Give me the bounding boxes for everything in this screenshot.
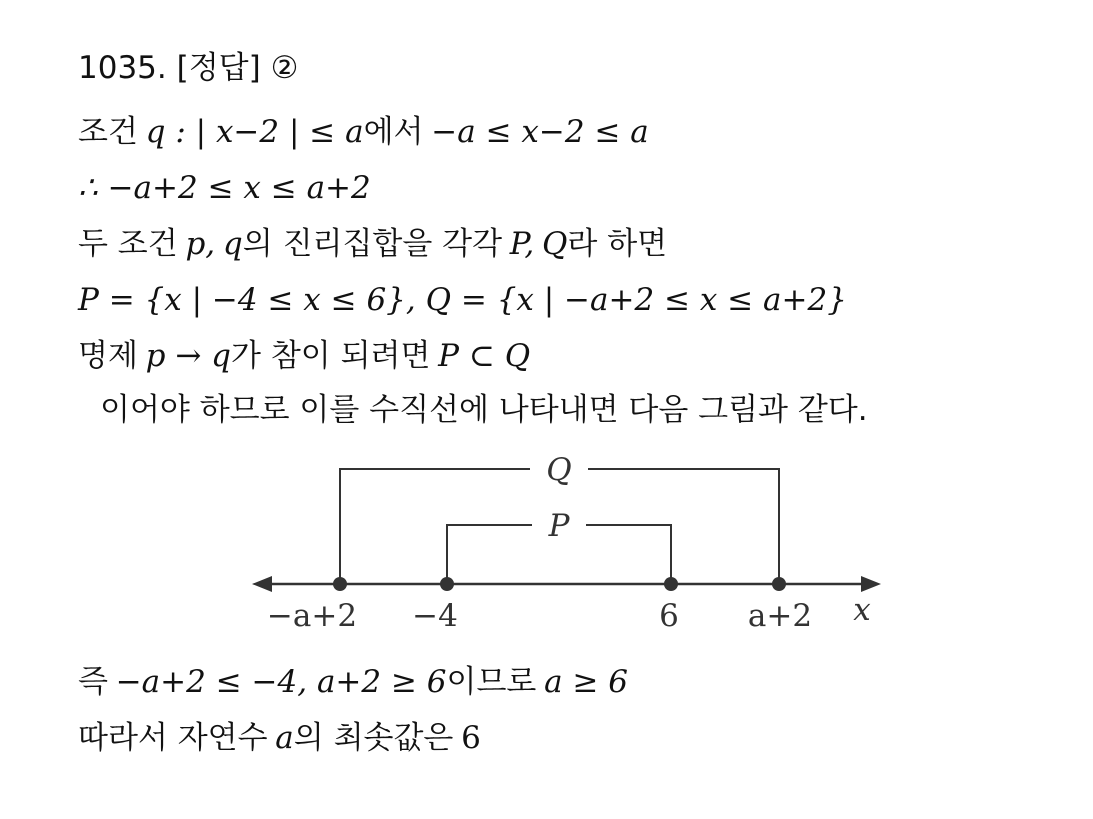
answer-choice: ② bbox=[270, 50, 299, 86]
p-bracket-left bbox=[447, 525, 532, 584]
math-expression: Q bbox=[541, 226, 568, 262]
math-expression: q bbox=[222, 226, 243, 262]
p-bracket-right bbox=[586, 525, 671, 584]
tick-label-6: 6 bbox=[659, 598, 679, 634]
point-6 bbox=[664, 577, 678, 591]
math-expression: −a ≤ x−2 ≤ a bbox=[431, 114, 649, 150]
text-segment: 에서 bbox=[363, 114, 424, 150]
text-segment: 명제 bbox=[78, 338, 138, 374]
set-p-label: P bbox=[548, 508, 570, 544]
math-expression: q : | x−2 | ≤ a bbox=[145, 114, 364, 150]
conclusion-inequality-line bbox=[78, 662, 628, 702]
text-segment: 이므로 bbox=[446, 664, 537, 700]
math-expression: ∴ −a+2 ≤ x ≤ a+2 bbox=[78, 170, 371, 206]
point-neg-a-plus-2 bbox=[333, 577, 347, 591]
text-segment: 이어야 하므로 이를 수직선에 나타내면 다음 그림과 같다. bbox=[100, 392, 868, 428]
truth-set-line bbox=[78, 224, 667, 264]
point-neg-4 bbox=[440, 577, 454, 591]
answer-label: [정답] bbox=[176, 50, 261, 86]
set-q-label: Q bbox=[546, 452, 572, 488]
math-expression: P = {x | −4 ≤ x ≤ 6}, Q = {x | −a+2 ≤ x ≤ a+2} bbox=[78, 282, 847, 318]
tick-label-a-plus-2: a+2 bbox=[747, 598, 813, 634]
text-segment: 라 하면 bbox=[567, 226, 668, 262]
math-expression: −a+2 ≤ −4, a+2 ≥ 6 bbox=[115, 664, 447, 700]
point-a-plus-2 bbox=[772, 577, 786, 591]
right-arrow-icon bbox=[861, 576, 881, 592]
text-segment: 즉 bbox=[78, 664, 108, 700]
text-segment: 조건 bbox=[78, 114, 138, 150]
tick-label-neg-4: −4 bbox=[412, 598, 458, 634]
math-expression: 6 bbox=[461, 720, 481, 756]
axis-label-x: x bbox=[853, 592, 871, 628]
number-line-diagram bbox=[248, 448, 898, 638]
answer-header bbox=[78, 48, 298, 88]
math-expression: a ≥ 6 bbox=[544, 664, 629, 700]
text-segment: 의 최솟값은 bbox=[293, 720, 454, 756]
final-answer-line bbox=[78, 718, 481, 758]
text-segment: 가 참이 되려면 bbox=[231, 338, 431, 374]
math-expression: a bbox=[275, 720, 294, 756]
problem-number: 1035. bbox=[78, 50, 167, 86]
left-arrow-icon bbox=[252, 576, 272, 592]
tick-label-neg-a-plus-2: −a+2 bbox=[266, 598, 358, 634]
text-segment: 따라서 자연수 bbox=[78, 720, 268, 756]
diagram-intro-line bbox=[100, 390, 868, 430]
math-expression: p, bbox=[185, 226, 216, 262]
therefore-line bbox=[78, 168, 371, 208]
math-expression: p → q bbox=[145, 338, 232, 374]
math-expression: P, bbox=[509, 226, 535, 262]
math-expression: P ⊂ Q bbox=[438, 338, 531, 374]
q-bracket-left bbox=[340, 469, 530, 584]
text-segment: 의 진리집합을 각각 bbox=[242, 226, 503, 262]
set-definition-line bbox=[78, 280, 847, 320]
proposition-line bbox=[78, 336, 530, 376]
q-bracket-right bbox=[588, 469, 779, 584]
condition-q-line bbox=[78, 112, 649, 152]
text-segment: 두 조건 bbox=[78, 226, 178, 262]
